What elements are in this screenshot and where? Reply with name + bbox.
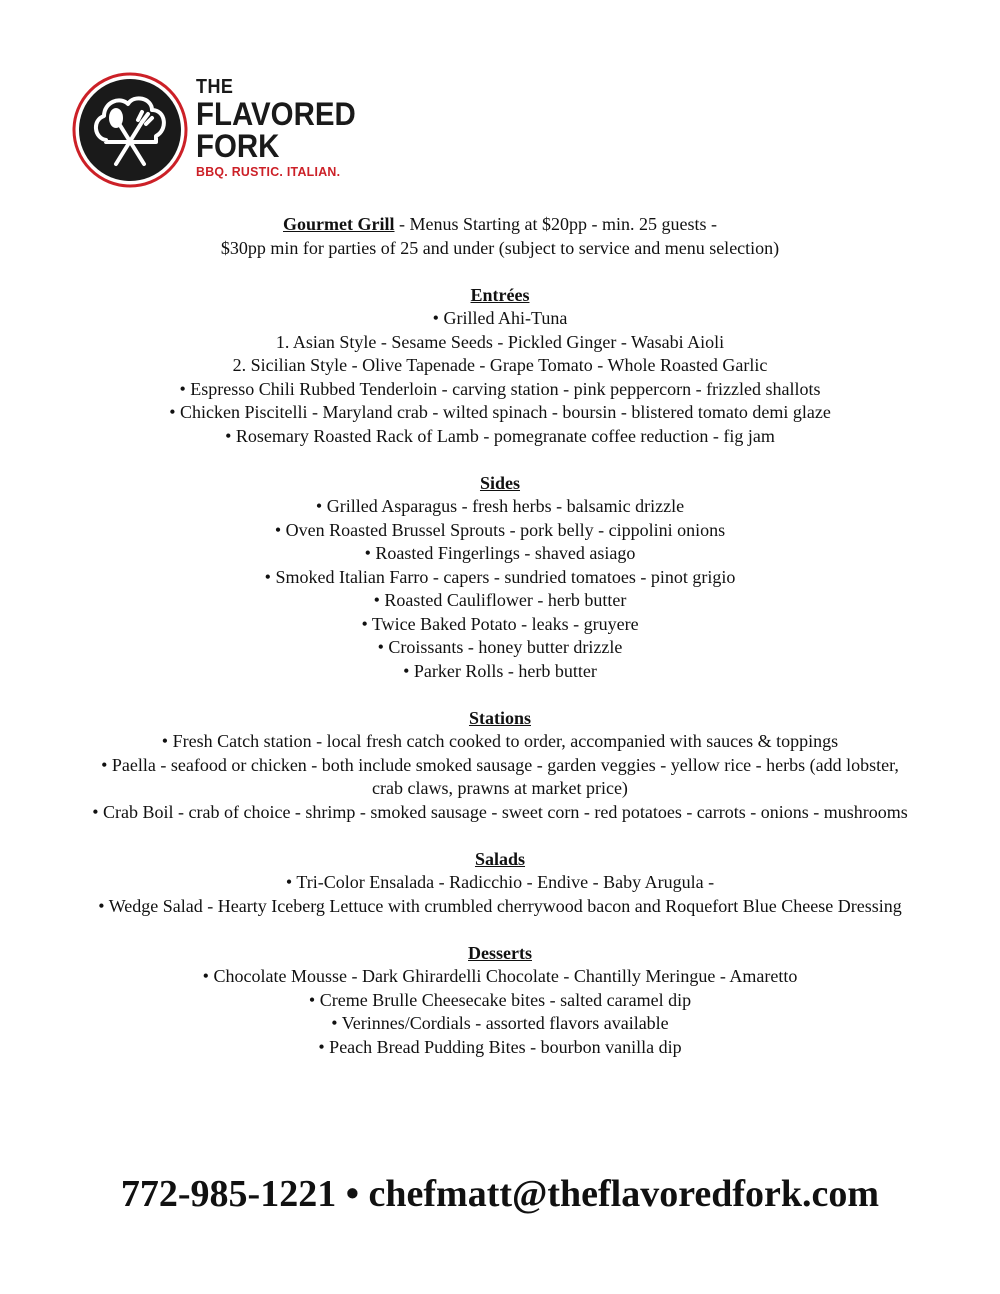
logo-wordmark [196, 76, 370, 179]
section-title: Desserts [468, 942, 532, 963]
section-spacer [20, 918, 980, 942]
section-spacer [20, 683, 980, 707]
chef-hat-fork-icon [72, 72, 188, 188]
menu-item: 2. Sicilian Style - Olive Tapenade - Grape Tomato - Whole Roasted Garlic [232, 355, 768, 375]
menu-item: • Grilled Ahi-Tuna [432, 308, 568, 328]
menu-item: • Rosemary Roasted Rack of Lamb - pomegranate coffee reduction - fig jam [225, 425, 775, 446]
menu-item: • Peach Bread Pudding Bites - bourbon vanilla dip [318, 1036, 682, 1057]
logo-the: THE [196, 76, 234, 98]
section-title: Sides [479, 472, 521, 493]
section-spacer [20, 824, 980, 848]
menu-item: • Croissants - honey butter drizzle [377, 637, 623, 657]
menu-item: 1. Asian Style - Sesame Seeds - Pickled Ginger - Wasabi Aioli [275, 331, 725, 352]
logo [72, 72, 372, 192]
intro-title: Gourmet Grill [283, 214, 395, 234]
menu-item: • Espresso Chili Rubbed Tenderloin - carving station - pink peppercorn - frizzled shallots [179, 378, 821, 399]
menu-item: • Tri-Color Ensalada - Radicchio - Endive - Baby Arugula - [285, 872, 715, 892]
menu-item: • Oven Roasted Brussel Sprouts - pork belly - cippolini onions [274, 519, 726, 540]
menu-item: • Paella - seafood or chicken - both include smoked sausage - garden veggies - yellow rice - herbs (add lobster, [101, 754, 899, 775]
footer-contact: 772-985-1221 • chefmatt@theflavoredfork.com [120, 1173, 880, 1215]
intro-line-2: $30pp min for parties of 25 and under (subject to service and menu selection) [220, 237, 780, 258]
section-spacer [20, 260, 980, 284]
menu-item: • Chicken Piscitelli - Maryland crab - wilted spinach - boursin - blistered tomato demi glaze [169, 402, 831, 422]
section-title: Entrées [470, 284, 530, 305]
menu-item: • Grilled Asparagus - fresh herbs - balsamic drizzle [315, 496, 685, 516]
menu-item: • Fresh Catch station - local fresh catch cooked to order, accompanied with sauces & toppings [161, 731, 839, 751]
section-spacer [20, 448, 980, 472]
menu-item: • Wedge Salad - Hearty Iceberg Lettuce with crumbled cherrywood bacon and Roquefort Blue Cheese Dressing [98, 895, 902, 916]
menu-item: • Smoked Italian Farro - capers - sundried tomatoes - pinot grigio [264, 566, 736, 587]
menu-sections [20, 260, 980, 1059]
logo-line2: FORK [196, 128, 280, 164]
menu-item: • Parker Rolls - herb butter [403, 660, 597, 681]
menu-item: • Roasted Fingerlings - shaved asiago [364, 543, 636, 563]
menu-item: • Roasted Cauliflower - herb butter [373, 590, 627, 610]
section-title: Stations [468, 707, 531, 728]
menu-body [20, 213, 980, 1059]
menu-item: • Creme Brulle Cheesecake bites - salted caramel dip [308, 989, 692, 1010]
logo-tagline: BBQ. RUSTIC. ITALIAN. [196, 164, 341, 179]
section-title: Salads [474, 848, 526, 869]
menu-item: • Twice Baked Potato - leaks - gruyere [361, 613, 639, 634]
menu-item: crab claws, prawns at market price) [372, 778, 628, 798]
menu-item: • Verinnes/Cordials - assorted flavors available [331, 1013, 669, 1033]
intro-line1-rest: - Menus Starting at $20pp - min. 25 guests - [394, 214, 717, 234]
intro-line-1 [20, 213, 980, 237]
menu-item: • Crab Boil - crab of choice - shrimp - smoked sausage - sweet corn - red potatoes - carrots - onions - mushrooms [92, 801, 908, 822]
menu-item: • Chocolate Mousse - Dark Ghirardelli Chocolate - Chantilly Meringue - Amaretto [202, 966, 798, 986]
logo-line1: FLAVORED [196, 96, 356, 132]
